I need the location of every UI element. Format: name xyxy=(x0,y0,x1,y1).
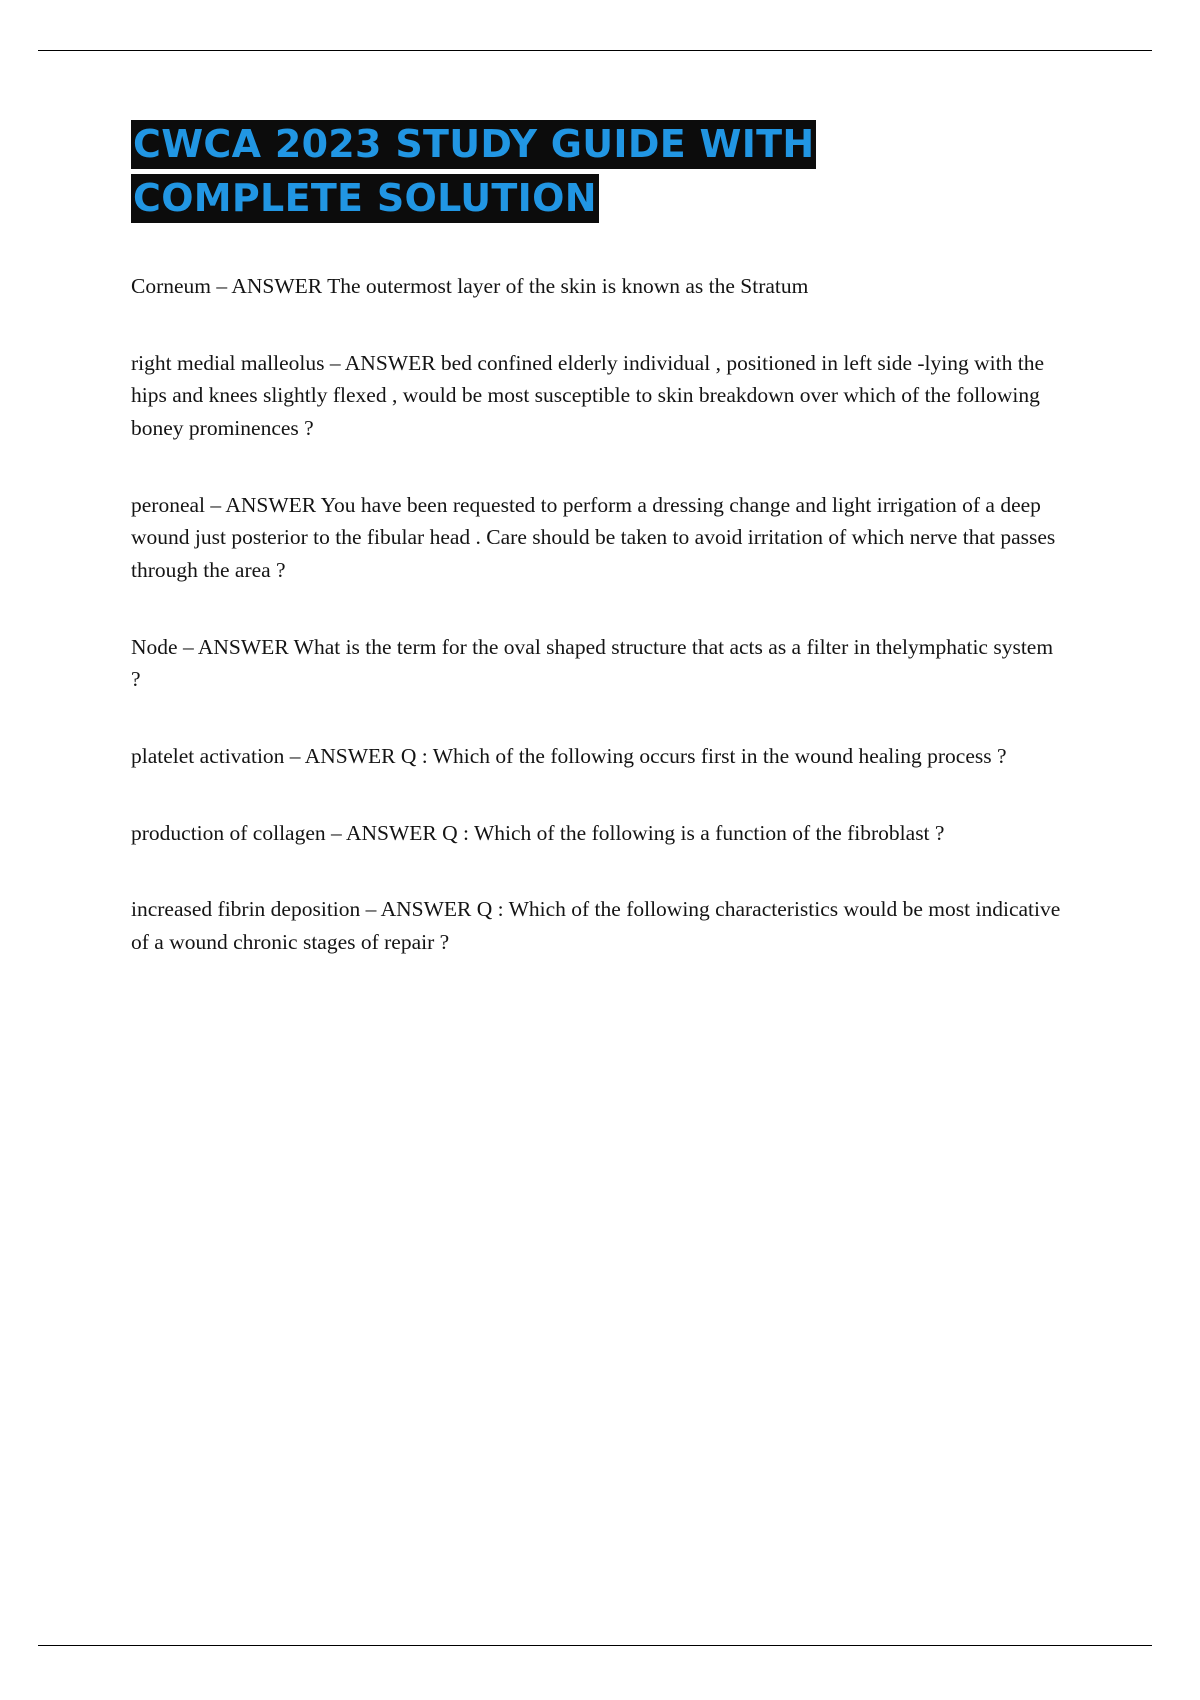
list-item: increased fibrin deposition – ANSWER Q : Which of the following characteristics would be most indicative of a wound chronic stages of repair ? xyxy=(131,897,1061,954)
footer-divider xyxy=(38,1645,1152,1646)
page-title xyxy=(131,118,1061,226)
header-divider xyxy=(38,50,1152,51)
page-title-line-2: COMPLETE SOLUTION xyxy=(131,174,599,223)
title-spacer xyxy=(131,226,1061,270)
page-title-line-1: CWCA 2023 STUDY GUIDE WITH xyxy=(131,120,816,169)
list-item: peroneal – ANSWER You have been requested to perform a dressing change and light irrigation of a deep wound just posterior to the fibular head . Care should be taken to avoid irritation of which nerve that passes through the area ? xyxy=(131,492,1056,582)
list-item: Node – ANSWER What is the term for the oval shaped structure that acts as a filter in thelymphatic system ? xyxy=(131,634,1054,692)
list-item: right medial malleolus – ANSWER bed confined elderly individual , positioned in left side -lying with the hips and knees slightly flexed , would be most susceptible to skin breakdown over which of the following boney prominences ? xyxy=(131,350,1044,440)
list-item: production of collagen – ANSWER Q : Which of the following is a function of the fibroblast ? xyxy=(131,820,945,845)
document-body xyxy=(131,118,1061,1003)
list-item: Corneum – ANSWER The outermost layer of the skin is known as the Stratum xyxy=(131,273,809,298)
list-item: platelet activation – ANSWER Q : Which of the following occurs first in the wound healing process ? xyxy=(131,743,1007,768)
qa-list xyxy=(131,270,1061,959)
